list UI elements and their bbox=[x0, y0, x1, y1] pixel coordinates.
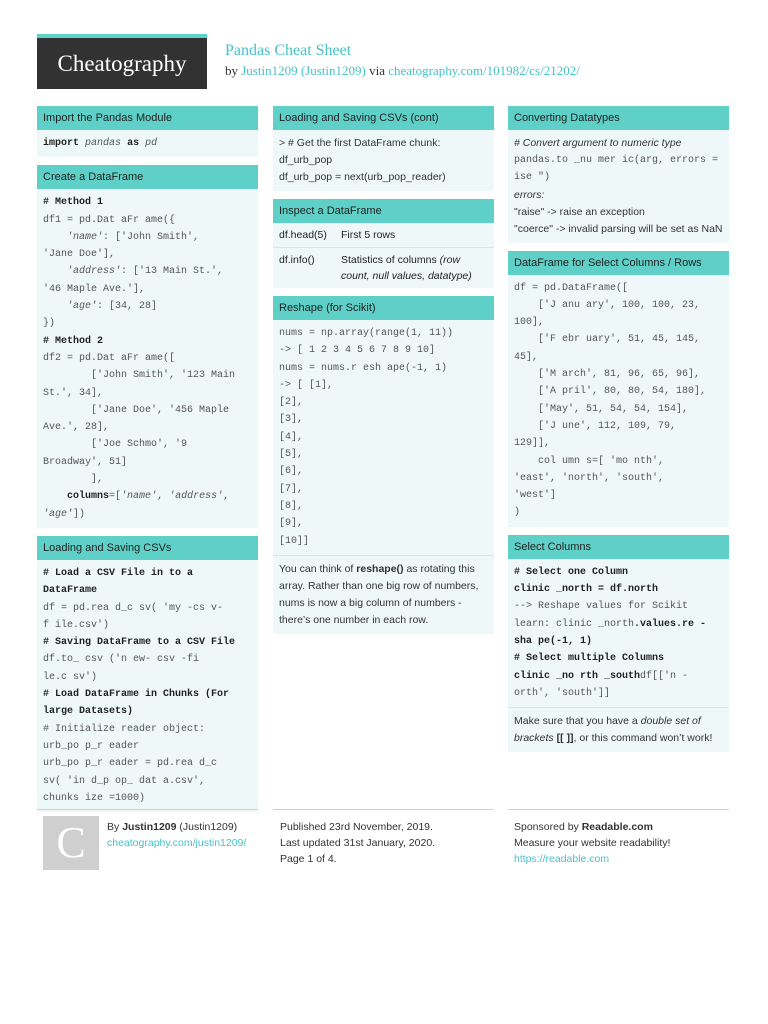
code-line: [3], bbox=[279, 414, 304, 426]
by-label: By bbox=[107, 821, 120, 833]
panel-converting-datatypes bbox=[508, 106, 729, 243]
comment-line: # Convert argument to numeric type bbox=[514, 137, 682, 149]
published-date: Published 23rd November, 2019. bbox=[280, 821, 433, 833]
csv-code: # Load a CSV File in to a DataFrame df = pd.rea d_c sv( 'my -cs v- f ile.csv') # Saving DataFrame to a CSV File df.to_ csv ('n ew- csv -fi le.c sv') # Load DataFrame in Chunks (For large Datasets) # Initialize reader object: urb_po p_r eader urb_po p_r eader = pd.rea d_c sv( 'in d_p op_ dat a.csv', chunks ize =1000) bbox=[43, 567, 236, 804]
sponsor-line bbox=[514, 819, 670, 835]
author-url-link[interactable]: cheatography.com/justin1209/ bbox=[107, 837, 247, 849]
panel-title: Select Columns bbox=[508, 535, 729, 559]
table-row bbox=[273, 223, 494, 248]
raise-line: "raise" -> raise an exception bbox=[514, 205, 645, 218]
page-title: Pandas Cheat Sheet bbox=[225, 42, 352, 59]
panel-title: Converting Datatypes bbox=[508, 106, 729, 130]
keyword: import bbox=[43, 138, 80, 149]
description-text: Statistics of columns bbox=[341, 254, 437, 266]
note-emphasis: double set of brackets bbox=[514, 715, 701, 745]
footer-divider bbox=[273, 809, 494, 810]
footer-author-line bbox=[107, 819, 246, 835]
panel-loading-saving-csvs-cont bbox=[273, 106, 494, 191]
text-line: df_urb_pop bbox=[279, 154, 333, 166]
panel-title: Loading and Saving CSVs bbox=[37, 536, 258, 560]
sponsored-label: Sponsored by bbox=[514, 821, 579, 833]
select-columns-note bbox=[508, 707, 729, 752]
panel-title: Import the Pandas Module bbox=[37, 106, 258, 130]
column-3 bbox=[508, 106, 729, 760]
reshape-code bbox=[273, 320, 494, 555]
code-line: -> [ 1 2 3 4 5 6 7 8 9 10] bbox=[279, 345, 436, 357]
avatar[interactable]: C bbox=[43, 816, 99, 870]
footer-dates bbox=[280, 819, 435, 867]
description-note: (row count, null values, datatype) bbox=[341, 254, 472, 282]
method-cell: df.head(5) bbox=[279, 229, 327, 241]
updated-date: Last updated 31st January, 2020. bbox=[280, 837, 436, 849]
panel-title: Reshape (for Scikit) bbox=[273, 296, 494, 320]
note-brackets: [[ ]] bbox=[553, 732, 574, 745]
sponsor-url-link[interactable]: https://readable.com bbox=[514, 853, 610, 865]
text-line: > # Get the first DataFrame chunk: bbox=[279, 137, 441, 149]
description-cell bbox=[335, 248, 494, 289]
text-line: df_urb_pop = next(urb_pop_reader) bbox=[279, 171, 446, 183]
note-text: You can think of bbox=[279, 562, 357, 575]
note-text: Make sure that you have a bbox=[514, 715, 641, 728]
logo-text: Cheatography bbox=[57, 51, 187, 76]
method-cell: df.info() bbox=[273, 248, 335, 289]
code-line: -> [ [1], bbox=[279, 379, 334, 391]
footer-author bbox=[107, 819, 246, 851]
panel-title: Create a DataFrame bbox=[37, 165, 258, 189]
alias-name: pd bbox=[145, 138, 158, 149]
inspect-table bbox=[273, 223, 494, 288]
description-text: First 5 rows bbox=[341, 229, 396, 241]
panel-title: Loading and Saving CSVs (cont) bbox=[273, 106, 494, 130]
panel-create-dataframe bbox=[37, 165, 258, 528]
by-label: by bbox=[225, 63, 238, 78]
import-code bbox=[37, 130, 258, 157]
note-emphasis: reshape() bbox=[356, 562, 404, 575]
note-text: as rotating this array. Rather than one big row of numbers, nums is now a big column of numbers - there’s one number in each row. bbox=[279, 562, 479, 626]
code-line: [9], bbox=[279, 518, 304, 530]
code-line: [8], bbox=[279, 500, 304, 512]
column-2 bbox=[273, 106, 494, 642]
panel-import bbox=[37, 106, 258, 157]
errors-label: errors: bbox=[514, 188, 545, 201]
sheet-url-link[interactable]: cheatography.com/101982/cs/21202/ bbox=[388, 63, 580, 78]
select-columns-code: # Select one Column clinic _north = df.north --> Reshape values for Scikit learn: clinic _north.values.re - sha pe(-1, 1) # Select multiple Columns clinic _no rth _southdf[['n - orth', 'south']] bbox=[514, 566, 707, 699]
author-link[interactable]: Justin1209 (Justin1209) bbox=[241, 63, 366, 78]
convert-body bbox=[508, 130, 729, 243]
byline bbox=[225, 63, 580, 79]
code-line: [2], bbox=[279, 397, 304, 409]
create-code: # Method 1 df1 = pd.Dat aFr ame({ 'name': ['John Smith', 'Jane Doe'], 'address': ['13 Main St.', '46 Maple Ave.'], 'age': [34, 28] }) # Method 2 df2 = pd.Dat aFr ame([ ['John Smith', '123 Main St.', 34], ['Jane Doe', '456 Maple Ave.', 28], ['Joe Schmo', '9 Broadway', 51] ], columns=['name', 'address', 'age']) bbox=[43, 197, 236, 520]
via-label: via bbox=[369, 63, 385, 78]
sponsor-tagline: Measure your website readability! bbox=[514, 837, 671, 849]
code-line: nums = nums.r esh ape(-1, 1) bbox=[279, 362, 448, 374]
page-number: Page 1 of 4. bbox=[280, 853, 337, 865]
panel-select-columns bbox=[508, 535, 729, 752]
keyword: as bbox=[127, 138, 140, 149]
author-name[interactable]: Justin1209 bbox=[122, 821, 177, 833]
coerce-line: "coerce" -> invalid parsing will be set as NaN bbox=[514, 222, 723, 235]
module-name: pandas bbox=[85, 138, 122, 149]
panel-select-rows bbox=[508, 251, 729, 527]
note-text: , or this command won’t work! bbox=[573, 732, 713, 745]
dataframe-code: df = pd.DataFrame([ ['J anu ary', 100, 100, 23, 100], ['F ebr uary', 51, 45, 145, 45], ['M arch', 81, 96, 65, 96], ['A pril', 80, 80, 54, 180], ['May', 51, 54, 54, 154], ['J une', 112, 109, 79, 129]], col umn s=[ 'mo nth', 'east', 'north', 'south', 'west'] ) bbox=[514, 282, 707, 519]
panel-title: Inspect a DataFrame bbox=[273, 199, 494, 223]
panel-inspect-dataframe bbox=[273, 199, 494, 288]
footer-sponsor bbox=[514, 819, 670, 867]
code-line: [5], bbox=[279, 449, 304, 461]
author-handle: (Justin1209) bbox=[179, 821, 238, 833]
code-line: [4], bbox=[279, 431, 304, 443]
chunk-text bbox=[273, 130, 494, 191]
footer-divider bbox=[508, 809, 729, 810]
column-1 bbox=[37, 106, 258, 820]
code-line: [7], bbox=[279, 483, 304, 495]
reshape-note bbox=[273, 555, 494, 634]
panel-loading-saving-csvs bbox=[37, 536, 258, 812]
description-cell bbox=[335, 223, 494, 248]
footer-divider bbox=[37, 809, 258, 810]
panel-reshape bbox=[273, 296, 494, 634]
code-line: [6], bbox=[279, 466, 304, 478]
table-row bbox=[273, 248, 494, 289]
panel-title: DataFrame for Select Columns / Rows bbox=[508, 251, 729, 275]
cheatography-logo[interactable] bbox=[37, 34, 207, 89]
sponsor-link[interactable]: Readable.com bbox=[581, 821, 653, 833]
code-line: nums = np.array(range(1, 11)) bbox=[279, 328, 454, 339]
code-line: pandas.to _nu mer ic(arg, errors = ise ") bbox=[514, 155, 725, 184]
code-line: [10]] bbox=[279, 535, 310, 547]
